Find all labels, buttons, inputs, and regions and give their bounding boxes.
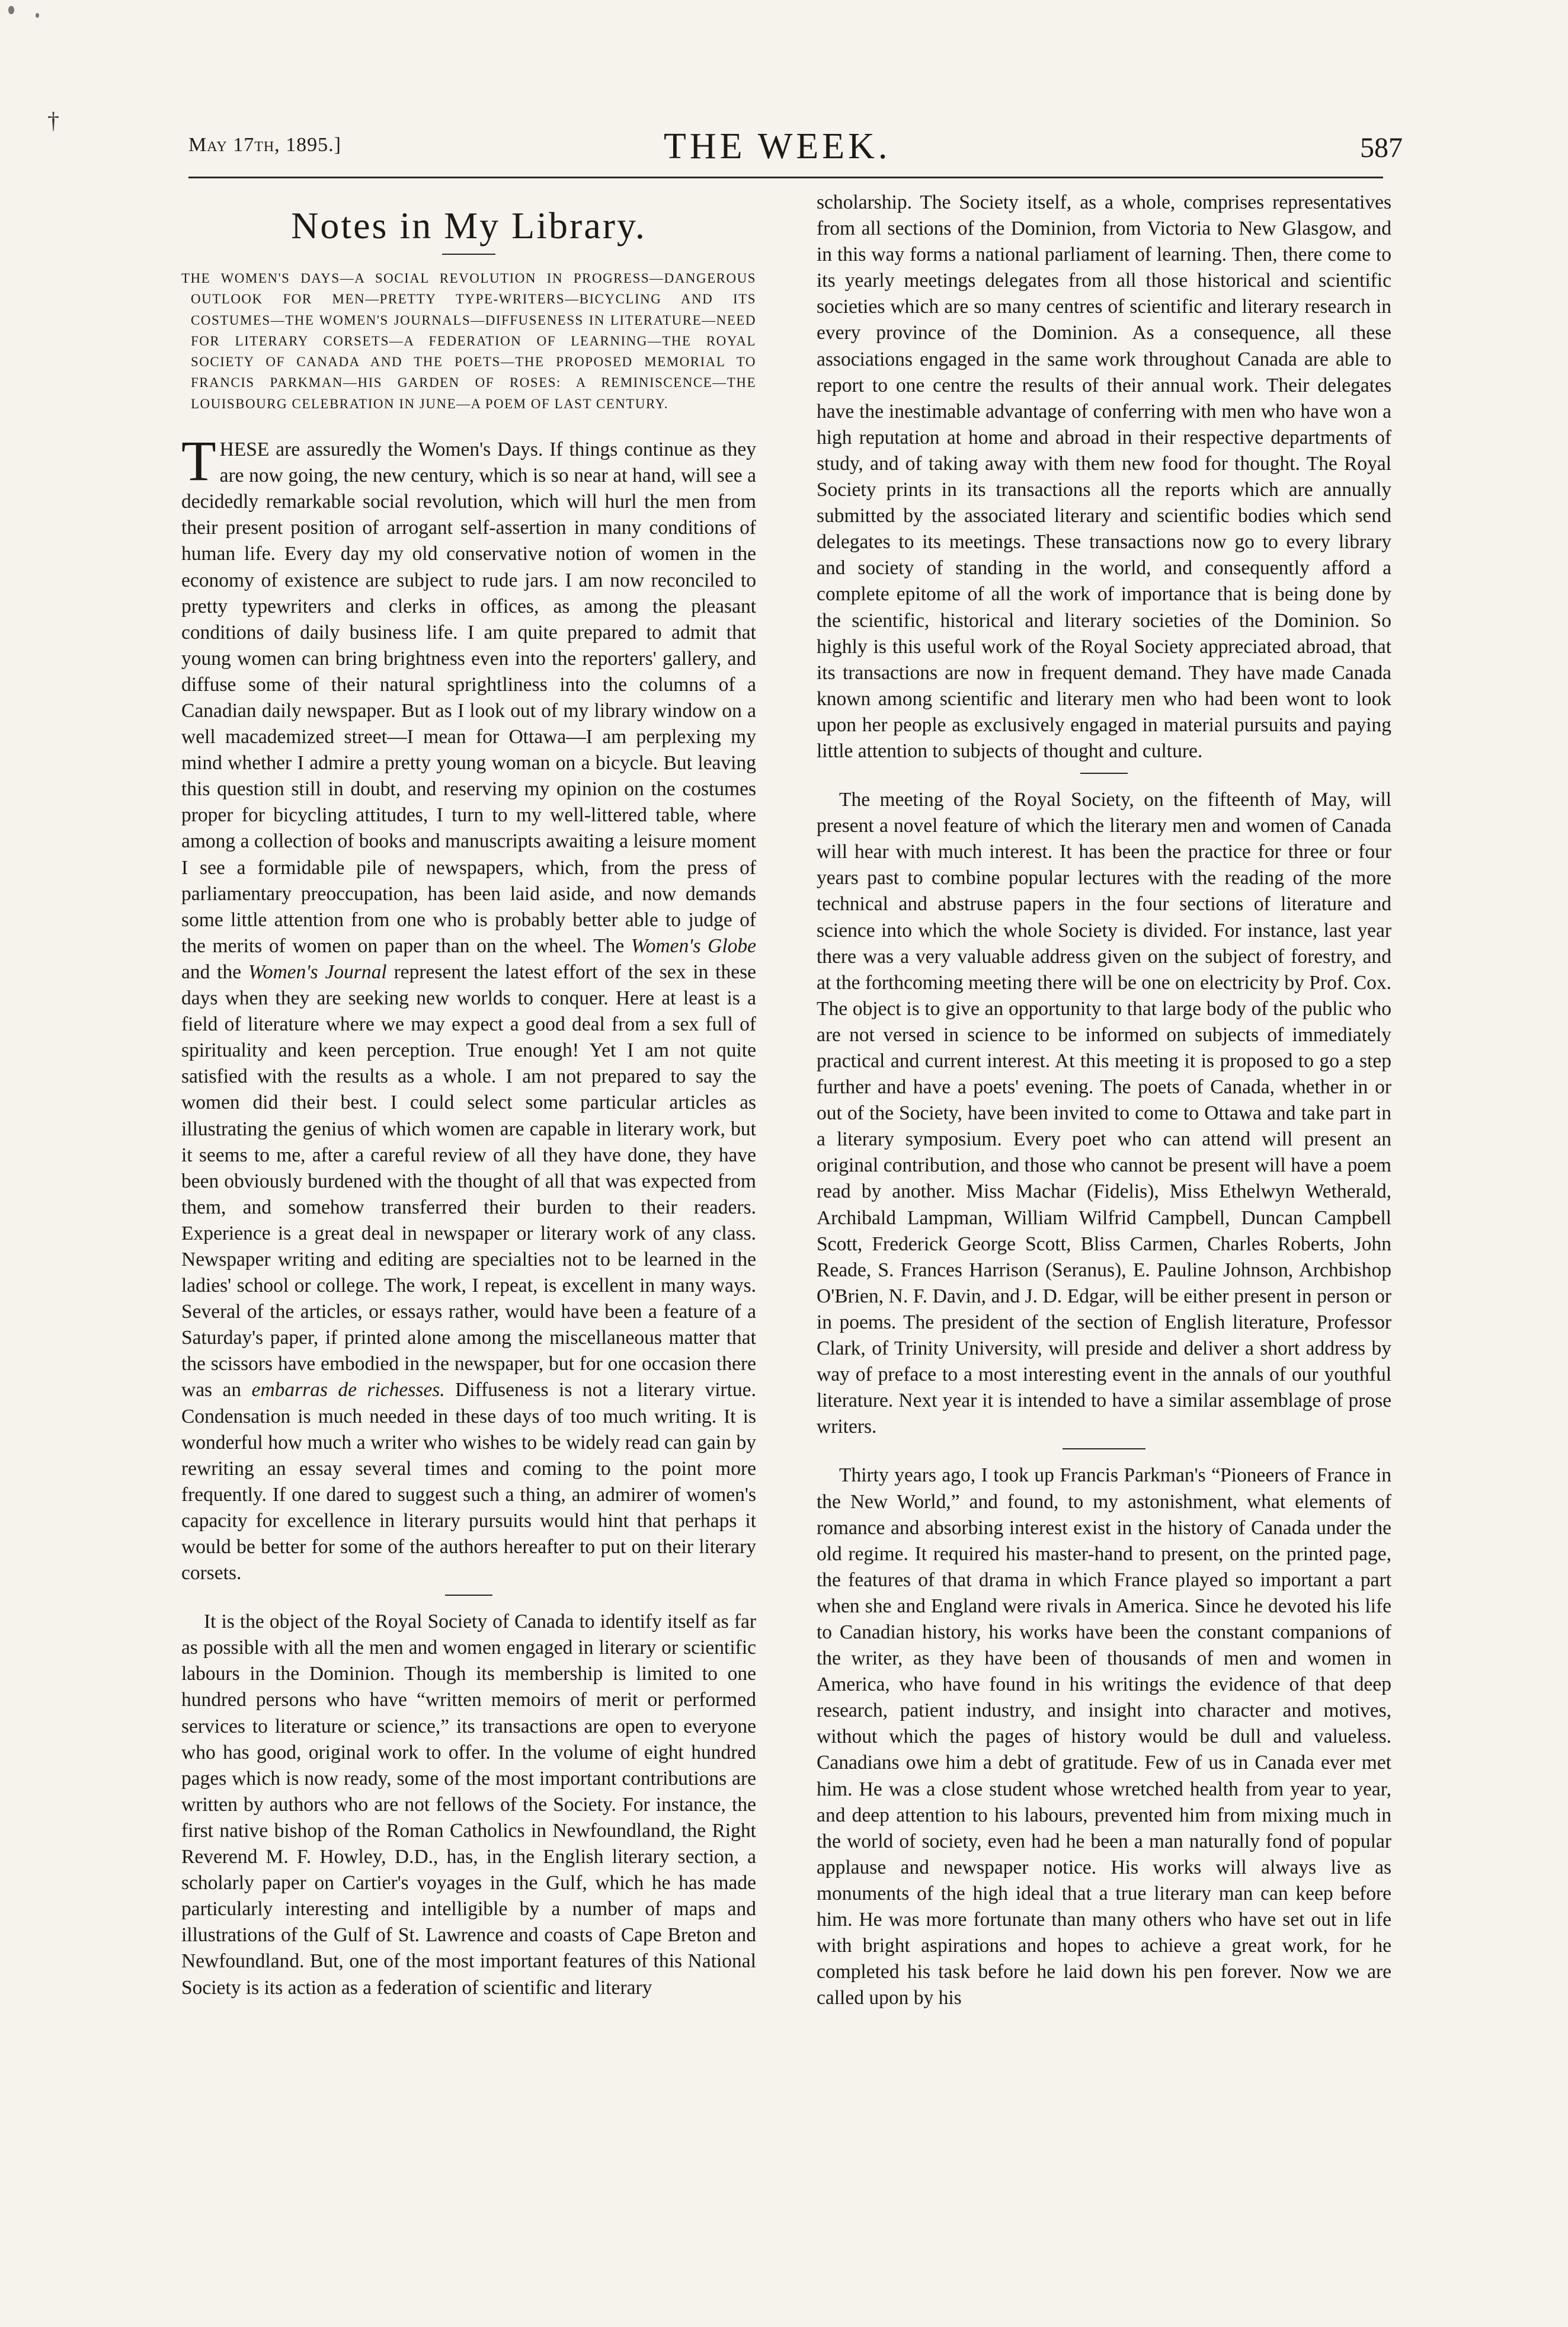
lead-word: HESE bbox=[219, 438, 270, 461]
section-divider bbox=[1063, 1448, 1145, 1449]
title-rule bbox=[442, 254, 495, 255]
left-column bbox=[181, 190, 756, 2311]
margin-mark: † bbox=[47, 107, 59, 134]
section-divider bbox=[1080, 773, 1128, 774]
paragraph-parkman: Thirty years ago, I took up Francis Parkman's “Pioneers of France in the New World,” and found, to my astonishment, what elements of romance and absorbing interest exist in the history of Canada under the old regime. It required his master-hand to present, on the printed page, the features of that drama in which France played so important a part when she and England were rivals in America. Since he devoted his life to Canadian history, his works have been the constant companions of the writer, as they have been of thousands of men and women in America, who have found in his writings the evidence of that deep research, patient industry, and insight into character and motives, without which the pages of history would be dull and valueless. Canadians owe him a debt of gratitude. Few of us in Canada ever met him. He was a close student whose wretched health from year to year, and deep attention to his labours, prevented him from mixing much in the world of society, even had he been a man naturally fond of popular applause and newspaper notice. His works will always live as monuments of the high ideal that a true literary man can keep before him. He was more fortunate than many others who have set out in life with bright aspirations and hopes to achieve a great work, for he completed his task before he laid down his pen forever. Now we are called upon by his bbox=[817, 1464, 1391, 2009]
right-column bbox=[817, 190, 1391, 2311]
paragraph-poets-evening: The meeting of the Royal Society, on the fifteenth of May, will present a novel feature of which the literary men and women of Canada will hear with much interest. It has been the practice for three or four years past to combine popular lectures with the reading of the more technical and abstruse papers in the four sections of literature and science into which the whole Society is divided. For instance, last year there was a very valuable address given on the subject of forestry, and at the forthcoming meeting there will be one on electricity by Prof. Cox. The object is to give an opportunity to that large body of the public who are not versed in science to be informed on subjects of immediately practical and current interest. At this meeting it is proposed to go a step further and have a poets' evening. The poets of Canada, whether in or out of the Society, have been invited to come to Ottawa and take part in a literary symposium. Every poet who can attend will present an original contribution, and those who cannot be present will have a poem read by another. Miss Machar (Fidelis), Miss Ethelwyn Wetherald, Archibald Lampman, William Wilfrid Campbell, Duncan Campbell Scott, Frederick George Scott, Bliss Carmen, Charles Roberts, John Reade, S. Frances Harrison (Seranus), E. Pauline Johnson, Archbishop O'Brien, N. F. Davin, and J. D. Edgar, will be either present in person or in poems. The president of the section of English literature, Professor Clark, of Trinity University, will preside and deliver a short address by way of preface to a most interesting event in the annals of our youthful literature. Next year it is intended to have a similar assemblage of prose writers. bbox=[817, 789, 1391, 1438]
journal-title: Women's Globe bbox=[631, 934, 756, 957]
paragraph-royal-society: It is the object of the Royal Society of Canada to identify itself as far as possible with all the men and women engaged in literary or scientific labours in the Dominion. Though its membership is limited to one hundred persons who have “written memoirs of merit or performed services to literature or science,” its transactions are open to everyone who has good, original work to offer. In the volume of eight hundred pages which is now ready, some of the most important contributions are written by authors who are not fellows of the Society. For instance, the first native bishop of the Roman Catholics in Newfoundland, the Right Reverend M. F. Howley, D.D., has, in the English literary section, a scholarly paper on Cartier's voyages in the Gulf, which he has made particularly interesting and intelligible by a number of maps and illustrations of the Gulf of St. Lawrence and coasts of Cape Breton and Newfoundland. But, one of the most important features of this National Society is its action as a federation of scientific and literary bbox=[181, 1611, 756, 1999]
journal-title: Women's Journal bbox=[248, 961, 387, 983]
paragraph-text: and the bbox=[181, 961, 249, 983]
scan-speck bbox=[36, 13, 39, 18]
article-title: Notes in My Library. bbox=[291, 204, 647, 247]
paragraph-womens-days bbox=[181, 429, 756, 1586]
page-number: 587 bbox=[1360, 132, 1403, 164]
foreign-phrase: embarras de richesses. bbox=[251, 1379, 445, 1401]
paragraph-text: Diffuseness is not a literary virtue. Condensation is much needed in these days of too much writing. It is wonderful how much a writer who wishes to be widely read can gain by rewriting an essay several times and coming to the point more frequently. If one dared to suggest such a thing, an admirer of women's capacity for excellence in literary pursuits would hint that perhaps it would be better for some of the authors hereafter to put on their literary corsets. bbox=[181, 1379, 756, 1585]
scan-speck bbox=[8, 6, 14, 14]
paragraph-text: represent the latest effort of the sex in these days when they are seeking new worlds to conquer. Here at least is a field of literature where we may expect a good deal from a sex full of spirituality and keen perception. True enough! Yet I am not quite satisfied with the results as a whole. I am not prepared to say the women did their best. I could select some particular articles as illustrating the genius of which women are capable in literary work, but it seems to me, after a careful review of all they have done, they have been obviously burdened with the thought of all that was expected from them, and somehow transferred their burden to their readers. Experience is a great deal in newspaper or literary work of any class. Newspaper writing and editing are specialties not to be learned in the ladies' school or college. The work, I repeat, is excellent in many ways. Several of the articles, or essays rather, would have been a feature of a Saturday's paper, if printed alone among the miscellaneous matter that the scissors have embodied in the newspaper, but for one occasion there was an bbox=[181, 961, 756, 1401]
header-rule bbox=[188, 177, 1383, 178]
drop-cap: T bbox=[181, 429, 216, 493]
section-divider bbox=[445, 1595, 492, 1596]
article-synopsis: THE WOMEN'S DAYS—A SOCIAL REVOLUTION IN PROGRESS—DANGEROUS OUTLOOK FOR MEN—PRETTY TYPE-WRITERS—BICYCLING AND ITS COSTUMES—THE WOMEN'S JOURNALS—DIFFUSENESS IN LITERATURE—NEED FOR LITERARY CORSETS—A FEDERATION OF LEARNING—THE ROYAL SOCIETY OF CANADA AND THE POETS—THE PROPOSED MEMORIAL TO FRANCIS PARKMAN—HIS GARDEN OF ROSES: A REMINISCENCE—THE LOUISBOURG CELEBRATION IN JUNE—A POEM OF LAST CENTURY. bbox=[181, 271, 756, 411]
paragraph-royal-society-continued: scholarship. The Society itself, as a whole, comprises representatives from all sections of the Dominion, from Victoria to New Glasgow, and in this way forms a national parliament of learning. Then, there come to its yearly meetings delegates from all those historical and scientific societies which are so many centres of scientific and literary research in every province of the Dominion. As a consequence, all these associations engaged in the same work throughout Canada are able to report to one centre the results of their annual work. Their delegates have the inestimable advantage of conferring with men who have won a high reputation at home and abroad in their respective departments of study, and of taking away with them new food for thought. The Royal Society prints in its transactions all the reports which are annually submitted by the associated literary and scientific bodies which send delegates to its meetings. These transactions now go to every library and society of standing in the world, and consequently afford a complete epitome of all the work of importance that is being done by the scientific, historical and literary societies of the Dominion. So highly is this useful work of the Royal Society appreciated abroad, that its transactions are now in frequent demand. They have made Canada known among scientific and literary men who had been wont to look upon her people as exclusively engaged in material pursuits and paying little attention to subjects of thought and culture. bbox=[817, 191, 1391, 762]
issue-date: May 17th, 1895.] bbox=[188, 134, 342, 156]
masthead-title: THE WEEK. bbox=[664, 126, 891, 167]
paragraph-text: are assuredly the Women's Days. If things continue as they are now going, the new century, which is so near at hand, will see a decidedly remarkable social revolution, which will hurl the men from their present position of arrogant self-assertion in many conditions of human life. Every day my old conservative notion of women in the economy of existence are subject to rude jars. I am now reconciled to pretty typewriters and clerks in offices, as among the pleasant conditions of daily business life. I am quite prepared to admit that young women can bring brightness even into the reporters' gallery, and diffuse some of their natural sprightliness into the columns of a Canadian daily newspaper. But as I look out of my library window on a well macademized street—I mean for Ottawa—I am perplexing my mind whether I admire a pretty young woman on a bicycle. But leaving this question still in doubt, and reserving my opinion on the costumes proper for bicycling attitudes, I turn to my well-littered table, where among a collection of books and manuscripts awaiting a leisure moment I see a formidable pile of newspapers, which, from the press of parliamentary preoccupation, has been laid aside, and now demands some little attention from one who is probably better able to judge of the merits of women on paper than on the wheel. The bbox=[181, 438, 756, 957]
